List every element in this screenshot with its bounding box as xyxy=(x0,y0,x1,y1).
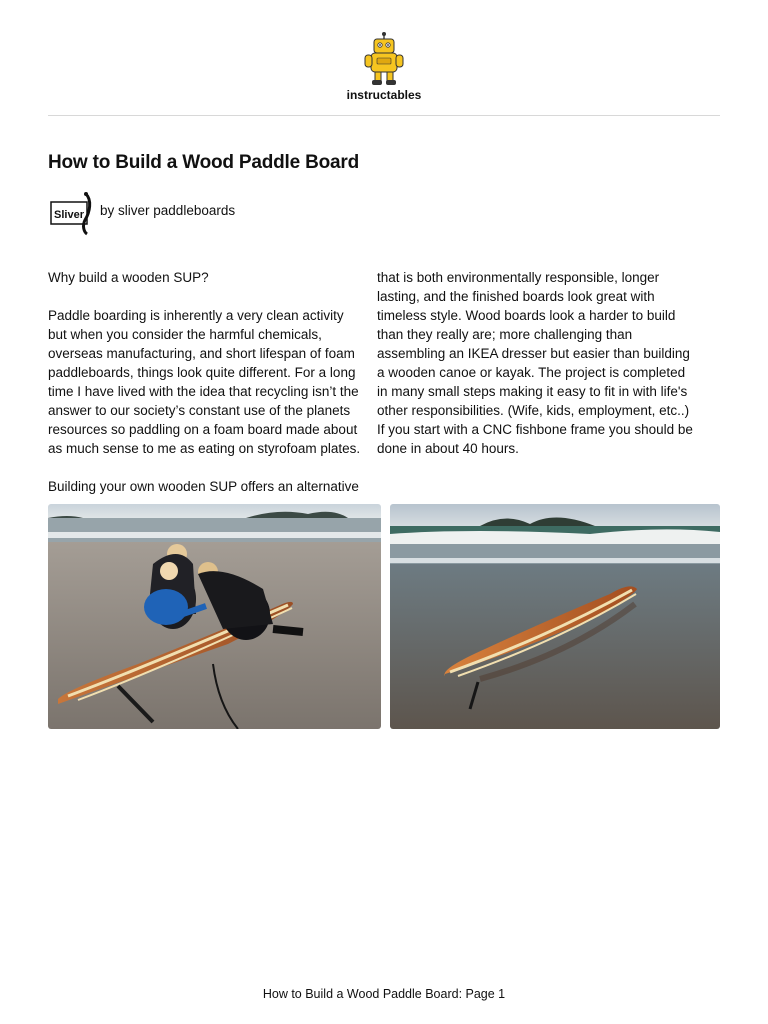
photo-image xyxy=(390,504,720,729)
text-column-right xyxy=(377,268,695,477)
site-name[interactable]: instructables xyxy=(346,88,422,102)
site-header xyxy=(0,30,768,102)
author-line xyxy=(50,190,235,236)
author-byline xyxy=(100,203,235,218)
author-name[interactable]: sliver paddleboards xyxy=(118,203,236,218)
paragraph: Building your own wooden SUP offers an alternative xyxy=(48,479,359,494)
photo-family-waxing-board[interactable] xyxy=(48,504,381,729)
page-footer: How to Build a Wood Paddle Board: Page 1 xyxy=(262,987,506,1001)
photo-board-on-beach[interactable] xyxy=(390,504,720,729)
text-column-left xyxy=(48,268,366,515)
header-divider xyxy=(48,115,720,116)
author-prefix: by xyxy=(100,203,115,218)
paragraph: Why build a wooden SUP? xyxy=(48,270,209,285)
photo-image xyxy=(48,504,381,729)
author-logo-text: Sliver xyxy=(54,209,84,221)
page-title: How to Build a Wood Paddle Board xyxy=(48,152,359,173)
author-logo[interactable] xyxy=(50,190,96,236)
instructables-robot-logo[interactable] xyxy=(362,30,406,88)
paragraph: Paddle boarding is inherently a very clean activity but when you consider the harmful chemicals, overseas manufacturing, and short lifespan of foam paddleboards, things look quite different. For a long time I have lived with the idea that recycling isn’t the answer to our society’s constant use of the planets resources so paddling on a foam board made about as much sense to me as eating on styrofoam plates. xyxy=(48,308,361,456)
paragraph: that is both environmentally responsible, longer lasting, and the finished boards look great with timeless style. Wood boards look a harder to build than they really are; more challenging than assembling an IKEA dresser but easier than building a wooden canoe or kayak. The project is completed in many small steps making it easy to fit in with life's other responsibilities. (Wife, kids, employment, etc..) If you start with a CNC fishbone frame you should be done in about 40 hours. xyxy=(377,270,693,456)
